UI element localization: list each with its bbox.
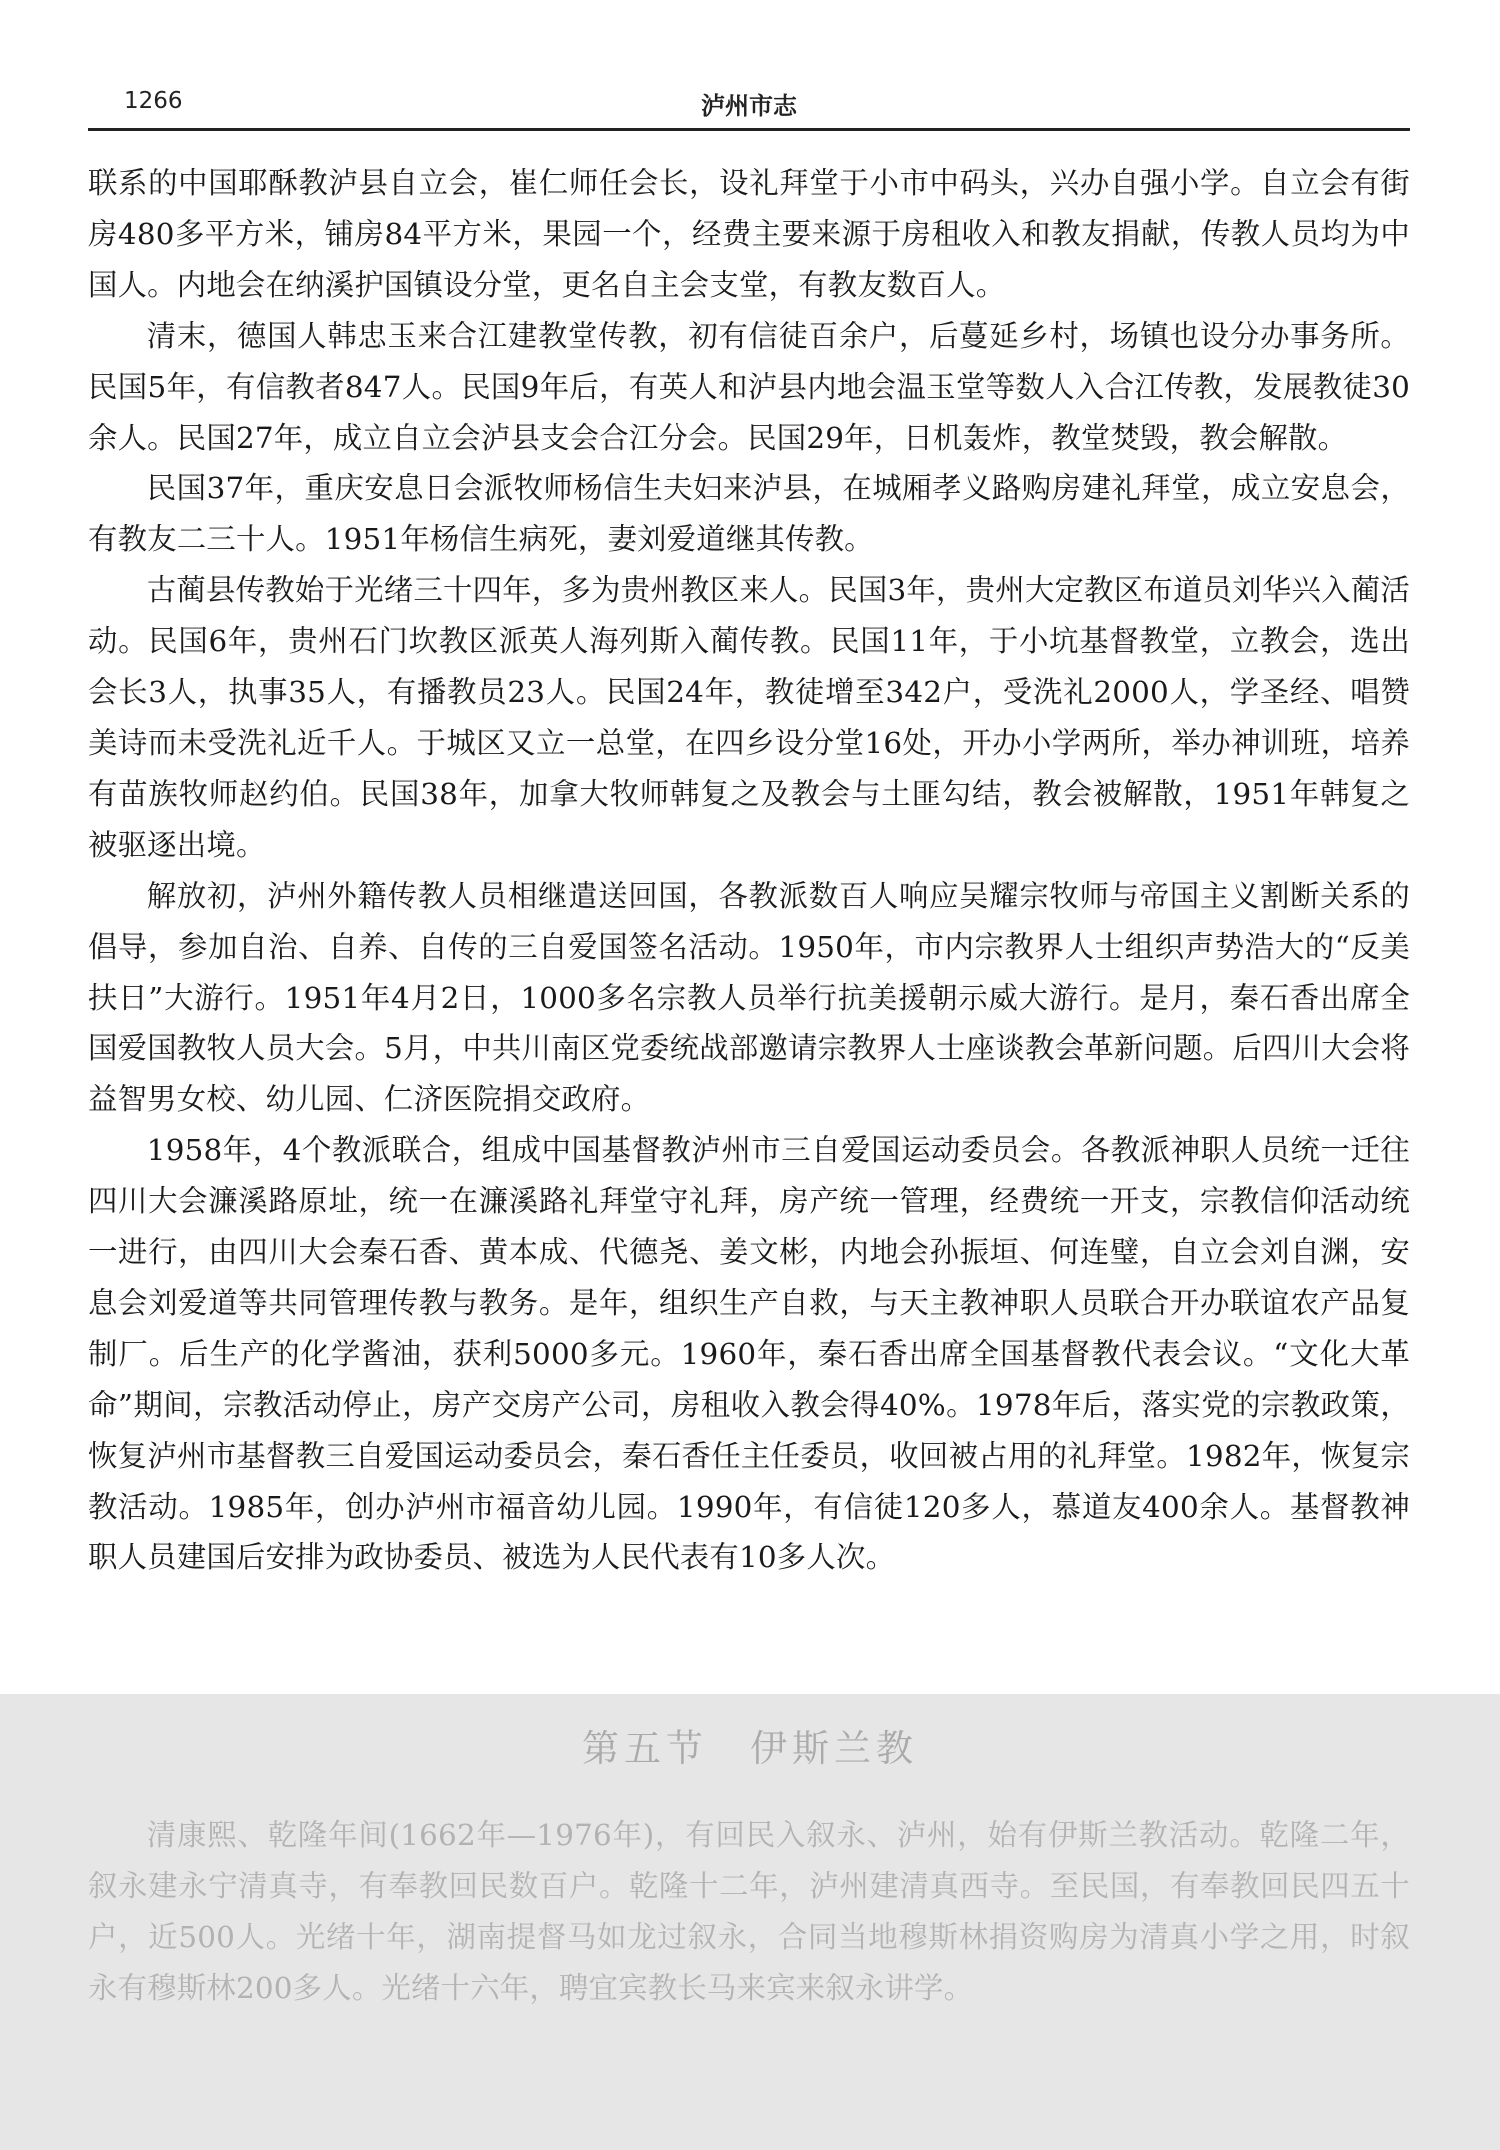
paragraph-gulin: 古蔺县传教始于光绪三十四年，多为贵州教区来人。民国3年，贵州大定教区布道员刘华兴入蔺活动。民国6年，贵州石门坎教区派英人海列斯入蔺传教。民国11年，于小坑基督教堂，立教会，选出会长3人，执事35人，有播教员23人。民国24年，教徒增至342户，受洗礼2000人，学圣经、唱赞美诗而未受洗礼近千人。于城区又立一总堂，在四乡设分堂16处，开办小学两所，举办神训班，培养有苗族牧师赵约伯。民国38年，加拿大牧师韩复之及教会与土匪勾结，教会被解散，1951年韩复之被驱逐出境。 (88, 573, 1410, 862)
book-title: 泸州市志 (701, 91, 797, 120)
paragraph-continued: 联系的中国耶酥教泸县自立会，崔仁师任会长，设礼拜堂于小市中码头，兴办自强小学。自立会有街房480多平方米，铺房84平方米，果园一个，经费主要来源于房租收入和教友捐献，传教人员均为中国人。内地会在纳溪护国镇设分堂，更名自主会支堂，有教友数百人。 (88, 166, 1410, 302)
page-header (88, 84, 1410, 131)
paragraph-islam: 清康熙、乾隆年间(1662年—1976年)，有回民入叙永、泸州，始有伊斯兰教活动。乾隆二年，叙永建永宁清真寺，有奉教回民数百户。乾隆十二年，泸州建清真西寺。至民国，有奉教回民四五十户，近500人。光绪十年，湖南提督马如龙过叙永，合同当地穆斯林捐资购房为清真小学之用，时叙永有穆斯林200多人。光绪十六年，聘宜宾教长马来宾来叙永讲学。 (88, 1818, 1410, 2005)
paragraph-1958: 1958年，4个教派联合，组成中国基督教泸州市三自爱国运动委员会。各教派神职人员统一迁往四川大会濂溪路原址，统一在濂溪路礼拜堂守礼拜，房产统一管理，经费统一开支，宗教信仰活动统一进行，由四川大会秦石香、黄本成、代德尧、姜文彬，内地会孙振垣、何连璧，自立会刘自渊，安息会刘爱道等共同管理传教与教务。是年，组织生产自救，与天主教神职人员联合开办联谊农产品复制厂。后生产的化学酱油，获利5000多元。1960年，秦石香出席全国基督教代表会议。“文化大革命”期间，宗教活动停止，房产交房产公司，房租收入教会得40%。1978年后，落实党的宗教政策，恢复泸州市基督教三自爱国运动委员会，秦石香任主任委员，收回被占用的礼拜堂。1982年，恢复宗教活动。1985年，创办泸州市福音幼儿园。1990年，有信徒120多人，慕道友400余人。基督教神职人员建国后安排为政协委员、被选为人民代表有10多人次。 (88, 1133, 1410, 1575)
paragraph-liberation: 解放初，泸州外籍传教人员相继遣送回国，各教派数百人响应吴耀宗牧师与帝国主义割断关系的倡导，参加自治、自养、自传的三自爱国签名活动。1950年，市内宗教界人士组织声势浩大的“反美扶日”大游行。1951年4月2日，1000多名宗教人员举行抗美援朝示威大游行。是月，秦石香出席全国爱国教牧人员大会。5月，中共川南区党委统战部邀请宗教界人士座谈教会革新问题。后四川大会将益智男女校、幼儿园、仁济医院捐交政府。 (88, 878, 1410, 1117)
paragraph-seventh-day: 民国37年，重庆安息日会派牧师杨信生夫妇来泸县，在城厢孝义路购房建礼拜堂，成立安息会，有教友二三十人。1951年杨信生病死，妻刘爱道继其传教。 (88, 471, 1410, 557)
paragraph-hejiang: 清末，德国人韩忠玉来合江建教堂传教，初有信徒百余户，后蔓延乡村，场镇也设分办事务所。民国5年，有信教者847人。民国9年后，有英人和泸县内地会温玉堂等数人入合江传教，发展教徒30余人。民国27年，成立自立会泸县支会合江分会。民国29年，日机轰炸，教堂焚毁，教会解散。 (88, 318, 1410, 455)
body-text (88, 158, 1410, 1583)
page-number: 1266 (124, 88, 183, 114)
section-title: 第五节 伊斯兰教 (582, 1727, 918, 1770)
section-body (88, 1810, 1410, 2014)
